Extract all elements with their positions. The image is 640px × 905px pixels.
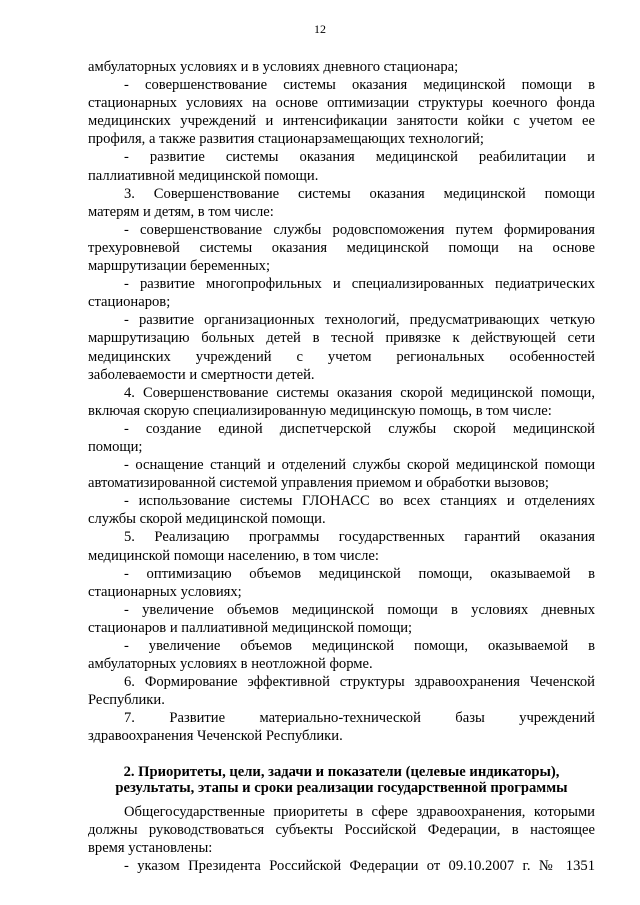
text-line: - указом Президента Российской Федерации от 09.10.2007 г. № 1351 [124,857,595,874]
text-line: здравоохранения Чеченской Республики. [88,728,343,745]
text-line: помощи; [88,438,143,455]
text-line: - оптимизацию объемов медицинской помощи, оказываемой в [124,565,595,582]
text-line: заболеваемости и смертности детей. [88,366,315,383]
text-line: - совершенствование системы оказания медицинской помощи в [124,77,595,94]
text-line: амбулаторных условиях в неотложной форме. [88,656,373,673]
text-line: стационаров; [88,294,171,311]
text-line: медицинских учреждений и интенсификации занятости койки с учетом ее [88,113,595,130]
text-line: - использование системы ГЛОНАСС во всех станциях и отделениях [124,493,595,510]
text-line: включая скорую специализированную медицинскую помощь, в том числе: [88,402,552,419]
spacer [88,746,595,755]
text-line: - развитие многопрофильных и специализированных педиатрических [124,276,595,293]
text-line: амбулаторных условиях и в условиях дневного стационара; [88,59,459,75]
text-line: - совершенствование службы родовспоможения путем формирования [124,221,595,238]
text-line: 4. Совершенствование системы оказания скорой медицинской помощи, [124,384,595,401]
text-line: 6. Формирование эффективной структуры здравоохранения Чеченской [124,674,595,691]
text-line: - увеличение объемов медицинской помощи, оказываемой в [124,638,595,654]
text-line: профиля, а также развития стационарзамещающих технологий; [88,131,484,148]
text-line: 3. Совершенствование системы оказания медицинской помощи [124,185,595,202]
text-line: паллиативной медицинской помощи. [88,167,319,184]
text-line: время установлены: [88,839,213,856]
text-line: - оснащение станций и отделений службы скорой медицинской помощи [124,457,595,474]
text-line: - развитие системы оказания медицинской реабилитации и [124,149,595,166]
heading-line: 2. Приоритеты, цели, задачи и показатели (целевые индикаторы), [123,763,560,780]
text-line: - увеличение объемов медицинской помощи в условиях дневных [124,601,595,618]
text-line: автоматизированной системой управления приемом и обработки вызовов; [88,475,549,492]
text-line: трехуровневой системы оказания медицинской помощи на основе [88,239,595,256]
page-number: 12 [314,22,326,36]
heading-line: результаты, этапы и сроки реализации государственной программы [115,780,568,797]
section-2-text [88,803,595,875]
text-line: медицинской помощи населению, в том числе: [88,547,379,564]
text-line: Республики. [88,692,165,709]
text-line: маршрутизацию больных детей в тесной привязке к действующей сети [88,330,595,347]
document-body [88,58,595,875]
text-line: службы скорой медицинской помощи. [88,511,326,528]
text-line: 5. Реализацию программы государственных гарантий оказания [124,529,595,546]
text-line: стационарных условиях на основе оптимизации структуры коечного фонда [88,95,595,112]
text-line: матерям и детям, в том числе: [88,203,274,220]
text-line: медицинских учреждений с учетом региональных особенностей [88,348,595,365]
text-line: - развитие организационных технологий, предусматривающих четкую [124,312,595,329]
text-line: Общегосударственные приоритеты в сфере здравоохранения, которыми [124,803,595,820]
text-line: маршрутизации беременных; [88,258,271,275]
text-line: стационаров и паллиативной медицинской помощи; [88,619,413,636]
text-line: - создание единой диспетчерской службы скорой медицинской [124,420,595,437]
text-line: 7. Развитие материально-технической базы учреждений [124,710,595,727]
text-line: должны руководствоваться субъекты Российской Федерации, в настоящее [88,821,595,838]
section-2-heading [88,764,595,797]
spacer [88,755,595,764]
text-line: стационарных условиях; [88,583,242,600]
section-1-list [88,58,595,746]
